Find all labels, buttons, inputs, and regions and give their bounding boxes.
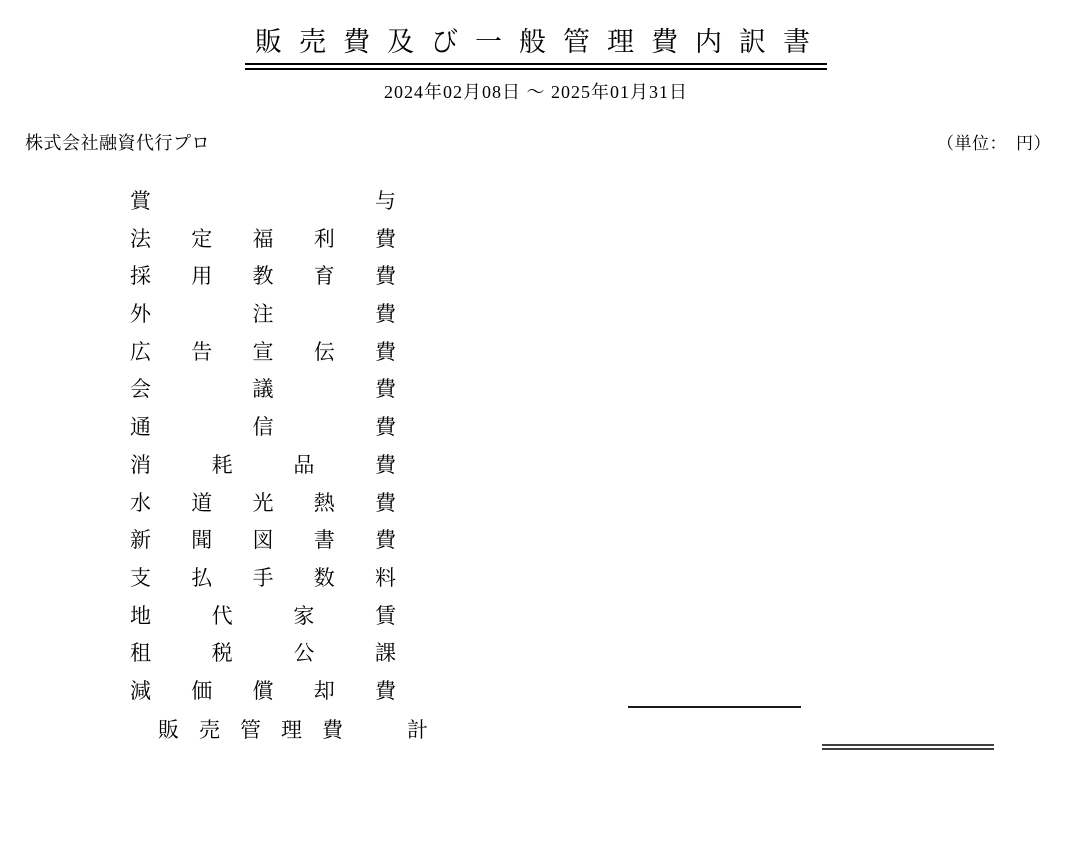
expense-item-char: 費 bbox=[375, 339, 396, 364]
expense-item-char: 賞 bbox=[130, 189, 151, 213]
expense-item-char: 広 bbox=[130, 339, 151, 364]
report-period: 2024年02月08日 ～ 2025年01月31日 bbox=[384, 82, 688, 102]
expense-item-char: 新 bbox=[130, 528, 151, 553]
expense-item-char: 家 bbox=[293, 603, 315, 628]
expense-item-row bbox=[130, 673, 396, 711]
expense-item-char: 払 bbox=[191, 565, 213, 590]
expense-item-row bbox=[130, 485, 396, 523]
expense-item-char: 光 bbox=[252, 490, 274, 515]
expense-item-char: 伝 bbox=[313, 339, 335, 364]
expense-items-list bbox=[130, 183, 396, 711]
unit-label: （単位： 円） bbox=[937, 134, 1051, 153]
expense-item-row bbox=[130, 183, 396, 221]
expense-item-row bbox=[130, 258, 396, 296]
report-title-block bbox=[0, 20, 1072, 70]
expense-item-char: 課 bbox=[374, 641, 396, 666]
expense-item-char: 信 bbox=[252, 415, 274, 440]
expense-item-row bbox=[130, 409, 396, 447]
expense-item-char: 費 bbox=[375, 528, 396, 553]
expense-item-char: 議 bbox=[252, 377, 274, 402]
expense-item-char: 注 bbox=[252, 302, 274, 327]
expense-item-row bbox=[130, 447, 396, 485]
expense-item-char: 地 bbox=[130, 603, 151, 628]
expense-item-char: 教 bbox=[252, 264, 274, 289]
expense-item-char: 用 bbox=[191, 264, 213, 289]
expense-item-char: 料 bbox=[375, 565, 396, 590]
expense-item-char: 費 bbox=[375, 226, 396, 251]
expense-item-char: 価 bbox=[191, 678, 213, 703]
expense-item-char: 法 bbox=[130, 226, 151, 251]
expense-item-char: 償 bbox=[252, 678, 274, 703]
expense-item-char: 書 bbox=[313, 528, 335, 553]
expense-item-row bbox=[130, 221, 396, 259]
expense-item-char: 費 bbox=[375, 302, 396, 327]
expense-item-char: 支 bbox=[130, 565, 151, 590]
expense-item-char: 却 bbox=[313, 678, 335, 703]
subtotal-rule-line bbox=[628, 706, 801, 708]
expense-item-char: 聞 bbox=[191, 528, 213, 553]
expense-item-char: 耗 bbox=[211, 452, 233, 477]
expense-item-char: 費 bbox=[375, 415, 396, 440]
expense-item-char: 税 bbox=[211, 641, 233, 666]
expense-item-row bbox=[130, 334, 396, 372]
expense-item-row bbox=[130, 598, 396, 636]
total-row bbox=[158, 710, 428, 748]
title-double-underline bbox=[245, 65, 827, 70]
expense-item-char: 通 bbox=[130, 415, 151, 440]
expense-item-char: 租 bbox=[130, 641, 151, 666]
expense-item-char: 定 bbox=[191, 226, 213, 251]
grand-total-double-rule bbox=[822, 744, 994, 750]
expense-item-char: 告 bbox=[191, 339, 213, 364]
expense-item-char: 費 bbox=[375, 377, 396, 402]
report-title: 販売費及び一般管理費内訳書 bbox=[245, 20, 827, 65]
expense-item-char: 公 bbox=[293, 641, 315, 666]
expense-item-char: 福 bbox=[252, 226, 274, 251]
expense-item-char: 図 bbox=[252, 528, 274, 553]
expense-item-row bbox=[130, 560, 396, 598]
expense-item-char: 手 bbox=[252, 565, 274, 590]
expense-item-char: 費 bbox=[375, 678, 396, 703]
expense-item-char: 道 bbox=[191, 490, 213, 515]
expense-item-char: 熱 bbox=[313, 490, 335, 515]
expense-item-char: 費 bbox=[375, 264, 396, 289]
expense-item-char: 品 bbox=[293, 452, 315, 477]
expense-item-row bbox=[130, 371, 396, 409]
expense-item-row bbox=[130, 296, 396, 334]
expense-item-char: 賃 bbox=[374, 603, 396, 628]
expense-item-char: 数 bbox=[313, 565, 335, 590]
expense-item-char: 育 bbox=[313, 264, 335, 289]
expense-item-char: 代 bbox=[211, 603, 233, 628]
total-row-label: 販売管理費 bbox=[158, 717, 363, 742]
expense-item-char: 費 bbox=[374, 452, 396, 477]
expense-item-row bbox=[130, 635, 396, 673]
expense-item-row bbox=[130, 522, 396, 560]
expense-item-char: 費 bbox=[375, 490, 396, 515]
expense-item-char: 与 bbox=[375, 189, 396, 213]
expense-item-char: 利 bbox=[313, 226, 335, 251]
expense-item-char: 採 bbox=[130, 264, 151, 289]
expense-item-char: 外 bbox=[130, 302, 151, 327]
expense-item-char: 水 bbox=[130, 490, 151, 515]
total-row-suffix: 計 bbox=[407, 717, 428, 742]
report-title-box bbox=[245, 20, 827, 70]
expense-item-char: 会 bbox=[130, 377, 151, 402]
company-name: 株式会社融資代行プロ bbox=[25, 133, 210, 153]
expense-item-char: 宣 bbox=[252, 339, 274, 364]
expense-item-char: 減 bbox=[130, 678, 151, 703]
expense-item-char: 消 bbox=[130, 452, 151, 477]
